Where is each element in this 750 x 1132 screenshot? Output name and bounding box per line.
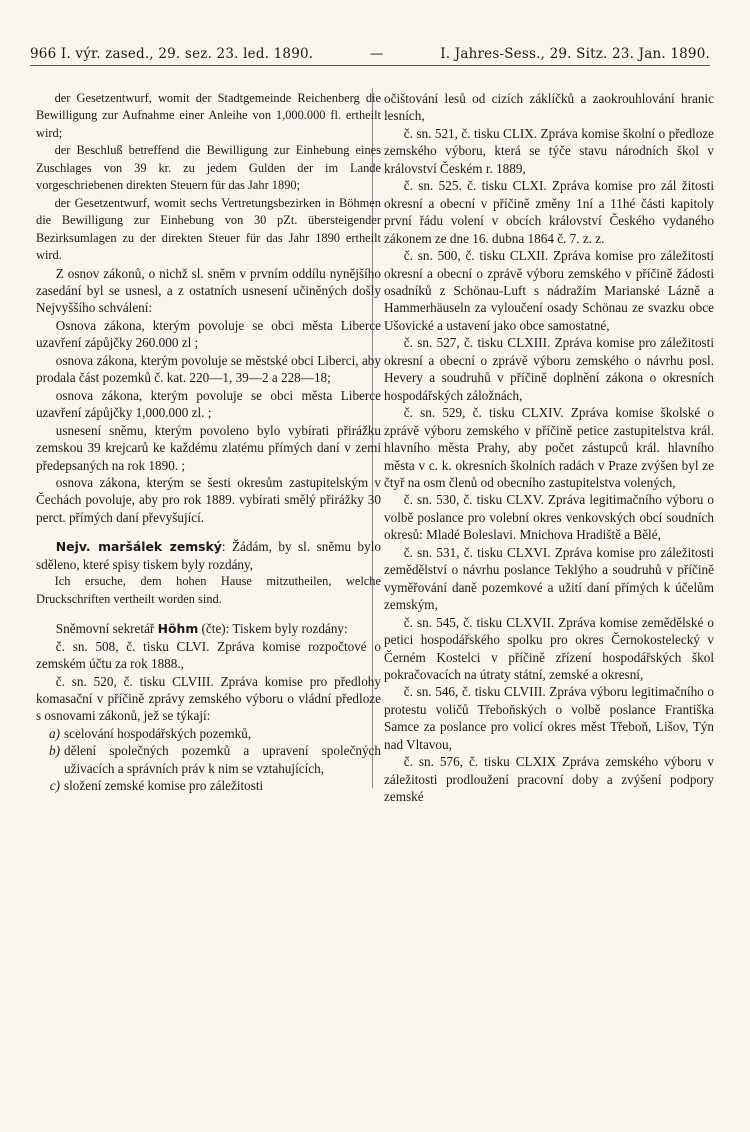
header-german: I. Jahres-Sess., 29. Sitz. 23. Jan. 1890. <box>440 46 710 62</box>
paragraph: osnova zákona, kterým povoluje se městské obci Liberci, aby prodala část pozemků č. kat. 220—1, 39—2 a 228—18; <box>36 352 381 386</box>
paragraph: der Gesetzentwurf, womit sechs Vertretungsbezirken in Böhmen die Bewilligung zur Einhebung von 30 pZt. übersteigender Bezirksumlagen zu der direkten Steuer für das Jahr 1890 ertheilt wird. <box>36 195 381 263</box>
left-column <box>36 90 381 795</box>
list-text: scelování hospodářských pozemků, <box>64 725 252 741</box>
paragraph: č. sn. 508, č. tisku CLVI. Zpráva komise rozpočtové o zemském účtu za rok 1888., <box>36 638 381 672</box>
paragraph: Z osnov zákonů, o nichž sl. sněm v prvním oddílu nynějšího zasedání byl se usnesl, a z ostatních usnesení učiněných došly Nejvyššího schválení: <box>36 265 381 316</box>
paragraph: č. sn. 529, č. tisku CLXIV. Zpráva komise školské o zprávě výboru zemského v příčině petice zastupitelstva král. hlavního města Prahy, aby počet zástupců král. hlavního města v c. k. okresních školních radách v Praze zvýšen byl ze čtyř na osm členů od obecního zastupitelstva volených, <box>384 405 714 490</box>
paragraph: č. sn. 576, č. tisku CLXIX Zpráva zemského výboru v záležitosti prodloužení pracovní doby a zvýšení podpory zemské <box>384 754 714 805</box>
paragraph: osnova zákona, kterým se šesti okresům zastupitelským v Čechách povoluje, aby pro rok 1889. vybírati smělý přirážky 30 perct. přímých daní převyšující. <box>36 474 381 525</box>
paragraph: č. sn. 527, č. tisku CLXIII. Zpráva komise pro záležitosti okresní a obecní o zprávě výboru zemského o návrhu posl. Hevery a soudruhů v příčině doplnění zákona o okresních hospodářských záložnách, <box>384 335 714 403</box>
paragraph: č. sn. 530, č. tisku CLXV. Zpráva legitimačního výboru o volbě poslance pro volební okres venkovských obcí soudních okresů: Mladé Boleslavi. Mnichova Hradiště a Bělé, <box>384 492 714 543</box>
header-separator: — <box>369 46 384 62</box>
speaker-title: Sněmovní sekretář <box>55 621 158 637</box>
paragraph: č. sn. 521, č. tisku CLIX. Zpráva komise školní o předloze zemského výboru, která se týče stavu národních škol v království Českém r. 1889, <box>384 125 714 176</box>
speaker-text: (čte): Tiskem byly rozdány: <box>198 621 348 637</box>
paragraph: Ich ersuche, dem hohen Hause mitzutheilen, welche Druckschriften vertheilt worden sind. <box>36 574 381 606</box>
paragraph: der Gesetzentwurf, womit der Stadtgemeinde Reichenberg die Bewilligung zur Aufnahme einer Anleihe von 1,000.000 fl. ertheilt wird; <box>36 91 381 140</box>
header-czech: 966 I. výr. zased., 29. sez. 23. led. 1890. <box>30 46 314 62</box>
paragraph: očištování lesů od cizích záklíčků a zaokrouhlování hranic lesních, <box>384 91 714 124</box>
marsal-paragraph <box>36 538 381 573</box>
list-marker: c) <box>49 778 60 794</box>
paragraph: č. sn. 545, č. tisku CLXVII. Zpráva komise zemědělské o petici hospodářského spolku pro okres Černokostelecký v Černém Kostelci v příčině zřízení hospodářských škol pokračovacích na útraty státní, zemské a okresní, <box>384 614 714 682</box>
speaker-name: Nejv. maršálek zemský <box>55 539 222 555</box>
paragraph: osnova zákona, kterým povoluje se obci města Liberce uzavření zápůjčky 1,000.000 zl. ; <box>36 387 381 421</box>
list-text: dělení společných pozemků a upravení společných uživacích a správních práv k nim se vztahujících, <box>64 743 381 776</box>
paragraph: usnesení sněmu, kterým povoleno bylo vybírati přirážku zemskou 39 krejcarů ke každému zlatému přímých daní v zemi předepsaných na rok 1890. ; <box>36 422 381 473</box>
paragraph: der Beschluß betreffend die Bewilligung zur Einhebung eines Zuschlages von 39 kr. zu jedem Gulden der im Lande vorgeschriebenen direkten Steuern für das Jahr 1890; <box>36 143 381 193</box>
paragraph: č. sn. 531, č. tisku CLXVI. Zpráva komise pro záležitosti zemědělství o návrhu poslance Teklýho a soudruhů v příčině vyměřování daně pozemkové a užití daní přímých k účelům zemským, <box>384 544 714 613</box>
paragraph: č. sn. 546, č. tisku CLVIII. Zpráva výboru legitimačního o protestu voličů Třeboňských o volbě poslance Františka Samce za poslance pro volicí okres měst Třeboň, Lišov, Týn nad Vltavou, <box>384 684 714 752</box>
list-item <box>36 742 381 777</box>
list-item <box>36 725 381 742</box>
right-column <box>384 90 714 806</box>
paragraph: č. sn. 525. č. tisku CLXI. Zpráva komise pro zál žitosti okresní a obecní v příčině změny 1ní a 11hé části kapitoly první řádu volení v obcích království Českého vydaného zákonem ze dne 16. dubna 1864 č. 7. z. z. <box>384 178 714 246</box>
list-text: složení zemské komise pro záležitosti <box>64 778 264 794</box>
speaker-text: : Žádám, by sl. sněmu bylo sděleno, které spisy tiskem byly rozdány, <box>36 539 381 572</box>
paragraph: č. sn. 500, č. tisku CLXII. Zpráva komise pro záležitosti okresní a obecní o zprávě výboru zemského v příčině žádosti osadníků z Schönau-Luft s nádražím Marianské Lázně a Hammerhäuseln za vyloučení osady Schönau ze svazku obce Ušovické a ustavení jako obce samostatné, <box>384 248 714 333</box>
list-item <box>36 777 381 794</box>
speaker-name: Höhm <box>157 621 199 637</box>
list-marker: b) <box>49 743 60 759</box>
paragraph: č. sn. 520, č. tisku CLVIII. Zpráva komise pro předlohy komasační v příčině zprávy zemského výboru o vládní předloze s osnovami zákonů, jež se týkají: <box>36 673 381 724</box>
paragraph: Osnova zákona, kterým povoluje se obci města Liberce uzavření zápůjčky 260.000 zl ; <box>36 317 381 351</box>
sekretar-paragraph <box>36 620 381 637</box>
page-header <box>30 46 710 66</box>
list-marker: a) <box>49 725 60 741</box>
